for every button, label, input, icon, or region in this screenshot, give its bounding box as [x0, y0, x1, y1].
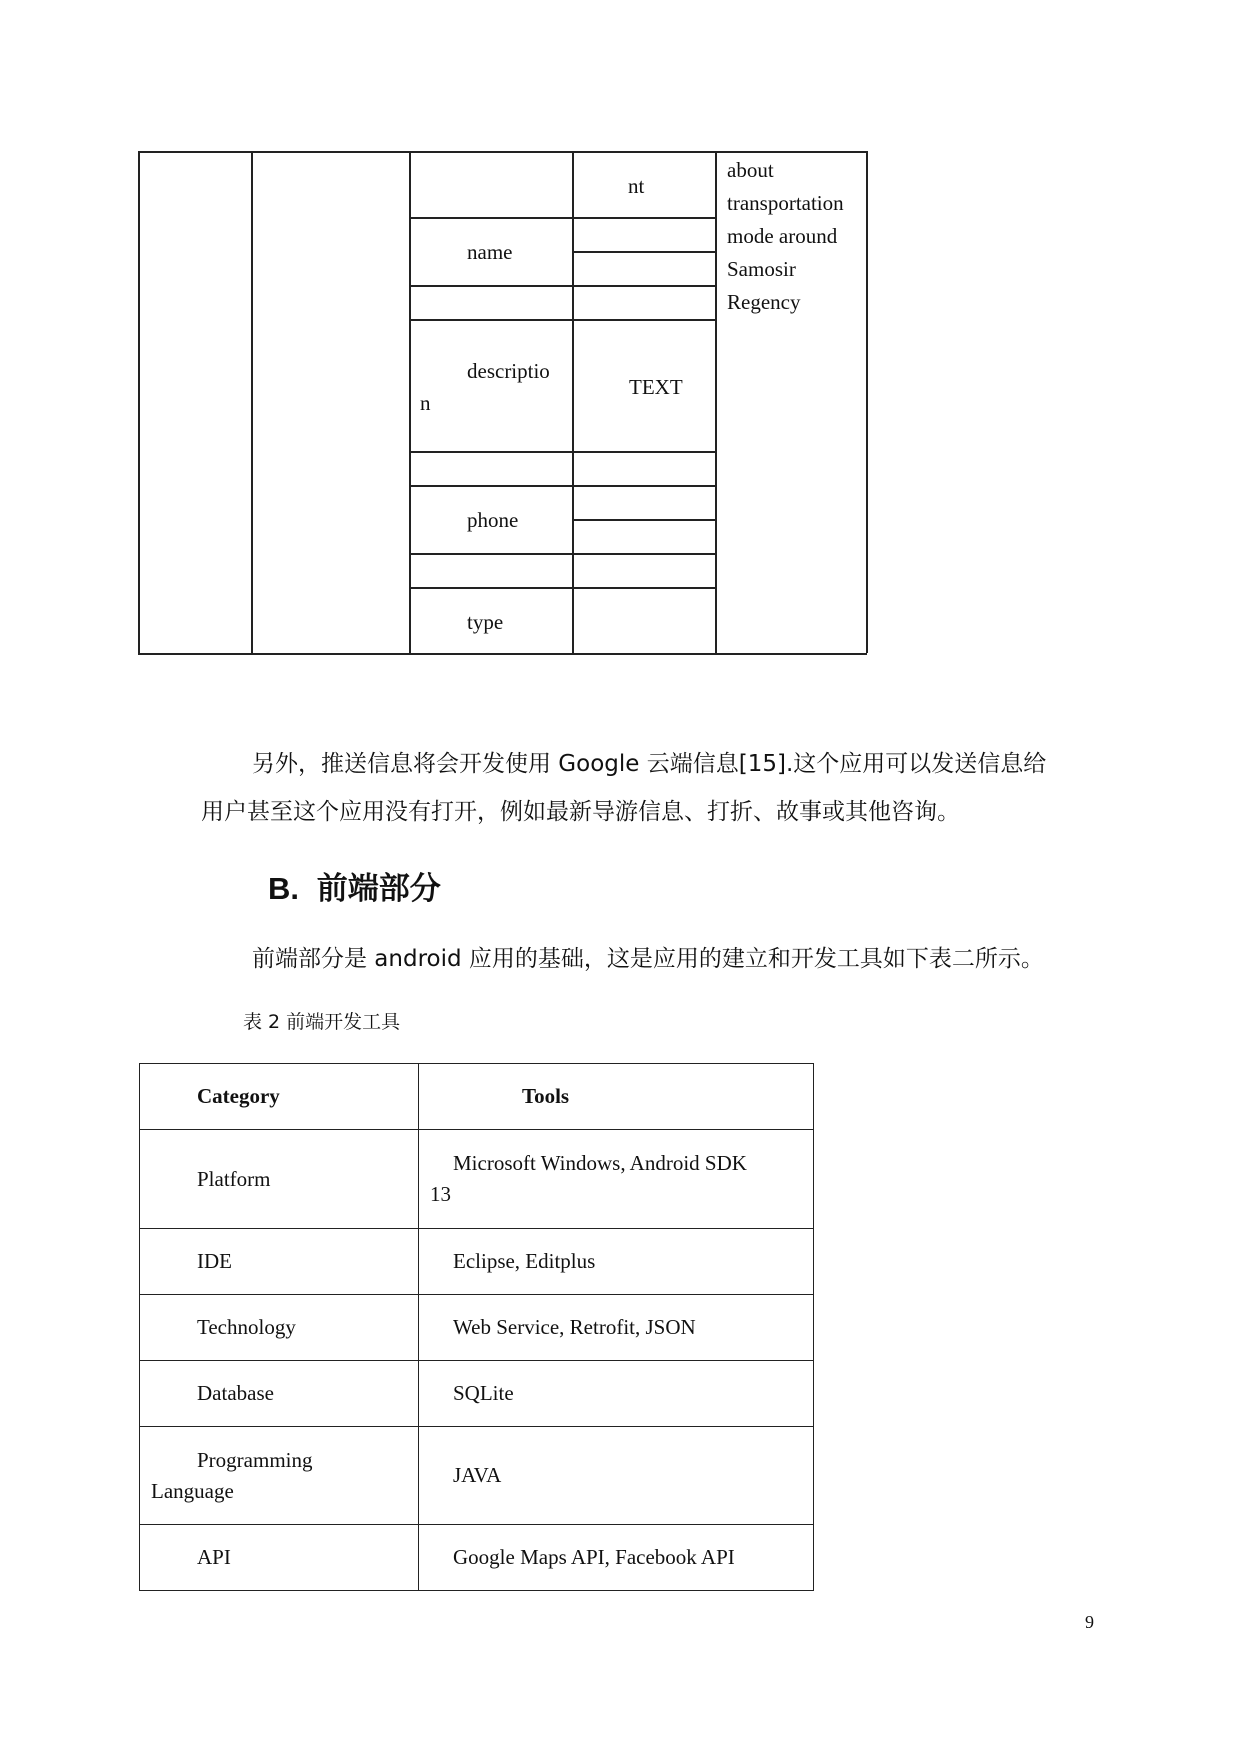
section-title: 前端部分: [316, 871, 441, 907]
cell-nt: nt: [628, 174, 645, 198]
row-category: IDE: [140, 1229, 419, 1295]
cell-name: name: [467, 240, 513, 264]
row-category: API: [140, 1525, 419, 1591]
note-line: transportation: [727, 191, 844, 215]
section-label: B.: [268, 871, 299, 906]
paragraph-line: 用户甚至这个应用没有打开，例如最新导游信息、打折、故事或其他咨询。: [201, 799, 960, 825]
table-row: [140, 1295, 814, 1361]
cell-description-cont: n: [420, 391, 431, 415]
header-tools: Tools: [419, 1064, 814, 1130]
paragraph-line: 前端部分是 android 应用的基础，这是应用的建立和开发工具如下表二所示。: [252, 946, 1044, 972]
page-number: 9: [1085, 1612, 1094, 1632]
tools-table: [139, 1063, 814, 1591]
row-tools: Web Service, Retrofit, JSON: [419, 1295, 814, 1361]
row-category: Database: [140, 1361, 419, 1427]
row-category: Platform: [140, 1130, 419, 1229]
table-caption: 表 2 前端开发工具: [243, 1011, 401, 1033]
header-category: Category: [140, 1064, 419, 1130]
cell-description: descriptio: [467, 359, 550, 383]
cell-phone: phone: [467, 508, 519, 532]
note-cell: [727, 154, 844, 319]
paragraph-line: 另外，推送信息将会开发使用 Google 云端信息[15].这个应用可以发送信息给: [252, 751, 1047, 777]
table-row: [140, 1525, 814, 1591]
table-row: [140, 1130, 814, 1229]
cell-text-type: TEXT: [629, 375, 683, 399]
row-tools: Microsoft Windows, Android SDK 13: [419, 1130, 814, 1229]
table-row: [140, 1361, 814, 1427]
row-tools: Eclipse, Editplus: [419, 1229, 814, 1295]
note-line: about: [727, 158, 774, 182]
note-line: mode around: [727, 224, 838, 248]
row-tools: Google Maps API, Facebook API: [419, 1525, 814, 1591]
table-row: [140, 1427, 814, 1525]
note-line: Regency: [727, 290, 801, 314]
table-header-row: [140, 1064, 814, 1130]
row-tools: SQLite: [419, 1361, 814, 1427]
row-tools: JAVA: [419, 1427, 814, 1525]
cell-type: type: [467, 610, 504, 634]
row-category: Technology: [140, 1295, 419, 1361]
table-row: [140, 1229, 814, 1295]
section-heading: [268, 863, 441, 908]
row-category: Programming Language: [140, 1427, 419, 1525]
note-line: Samosir: [727, 257, 796, 281]
